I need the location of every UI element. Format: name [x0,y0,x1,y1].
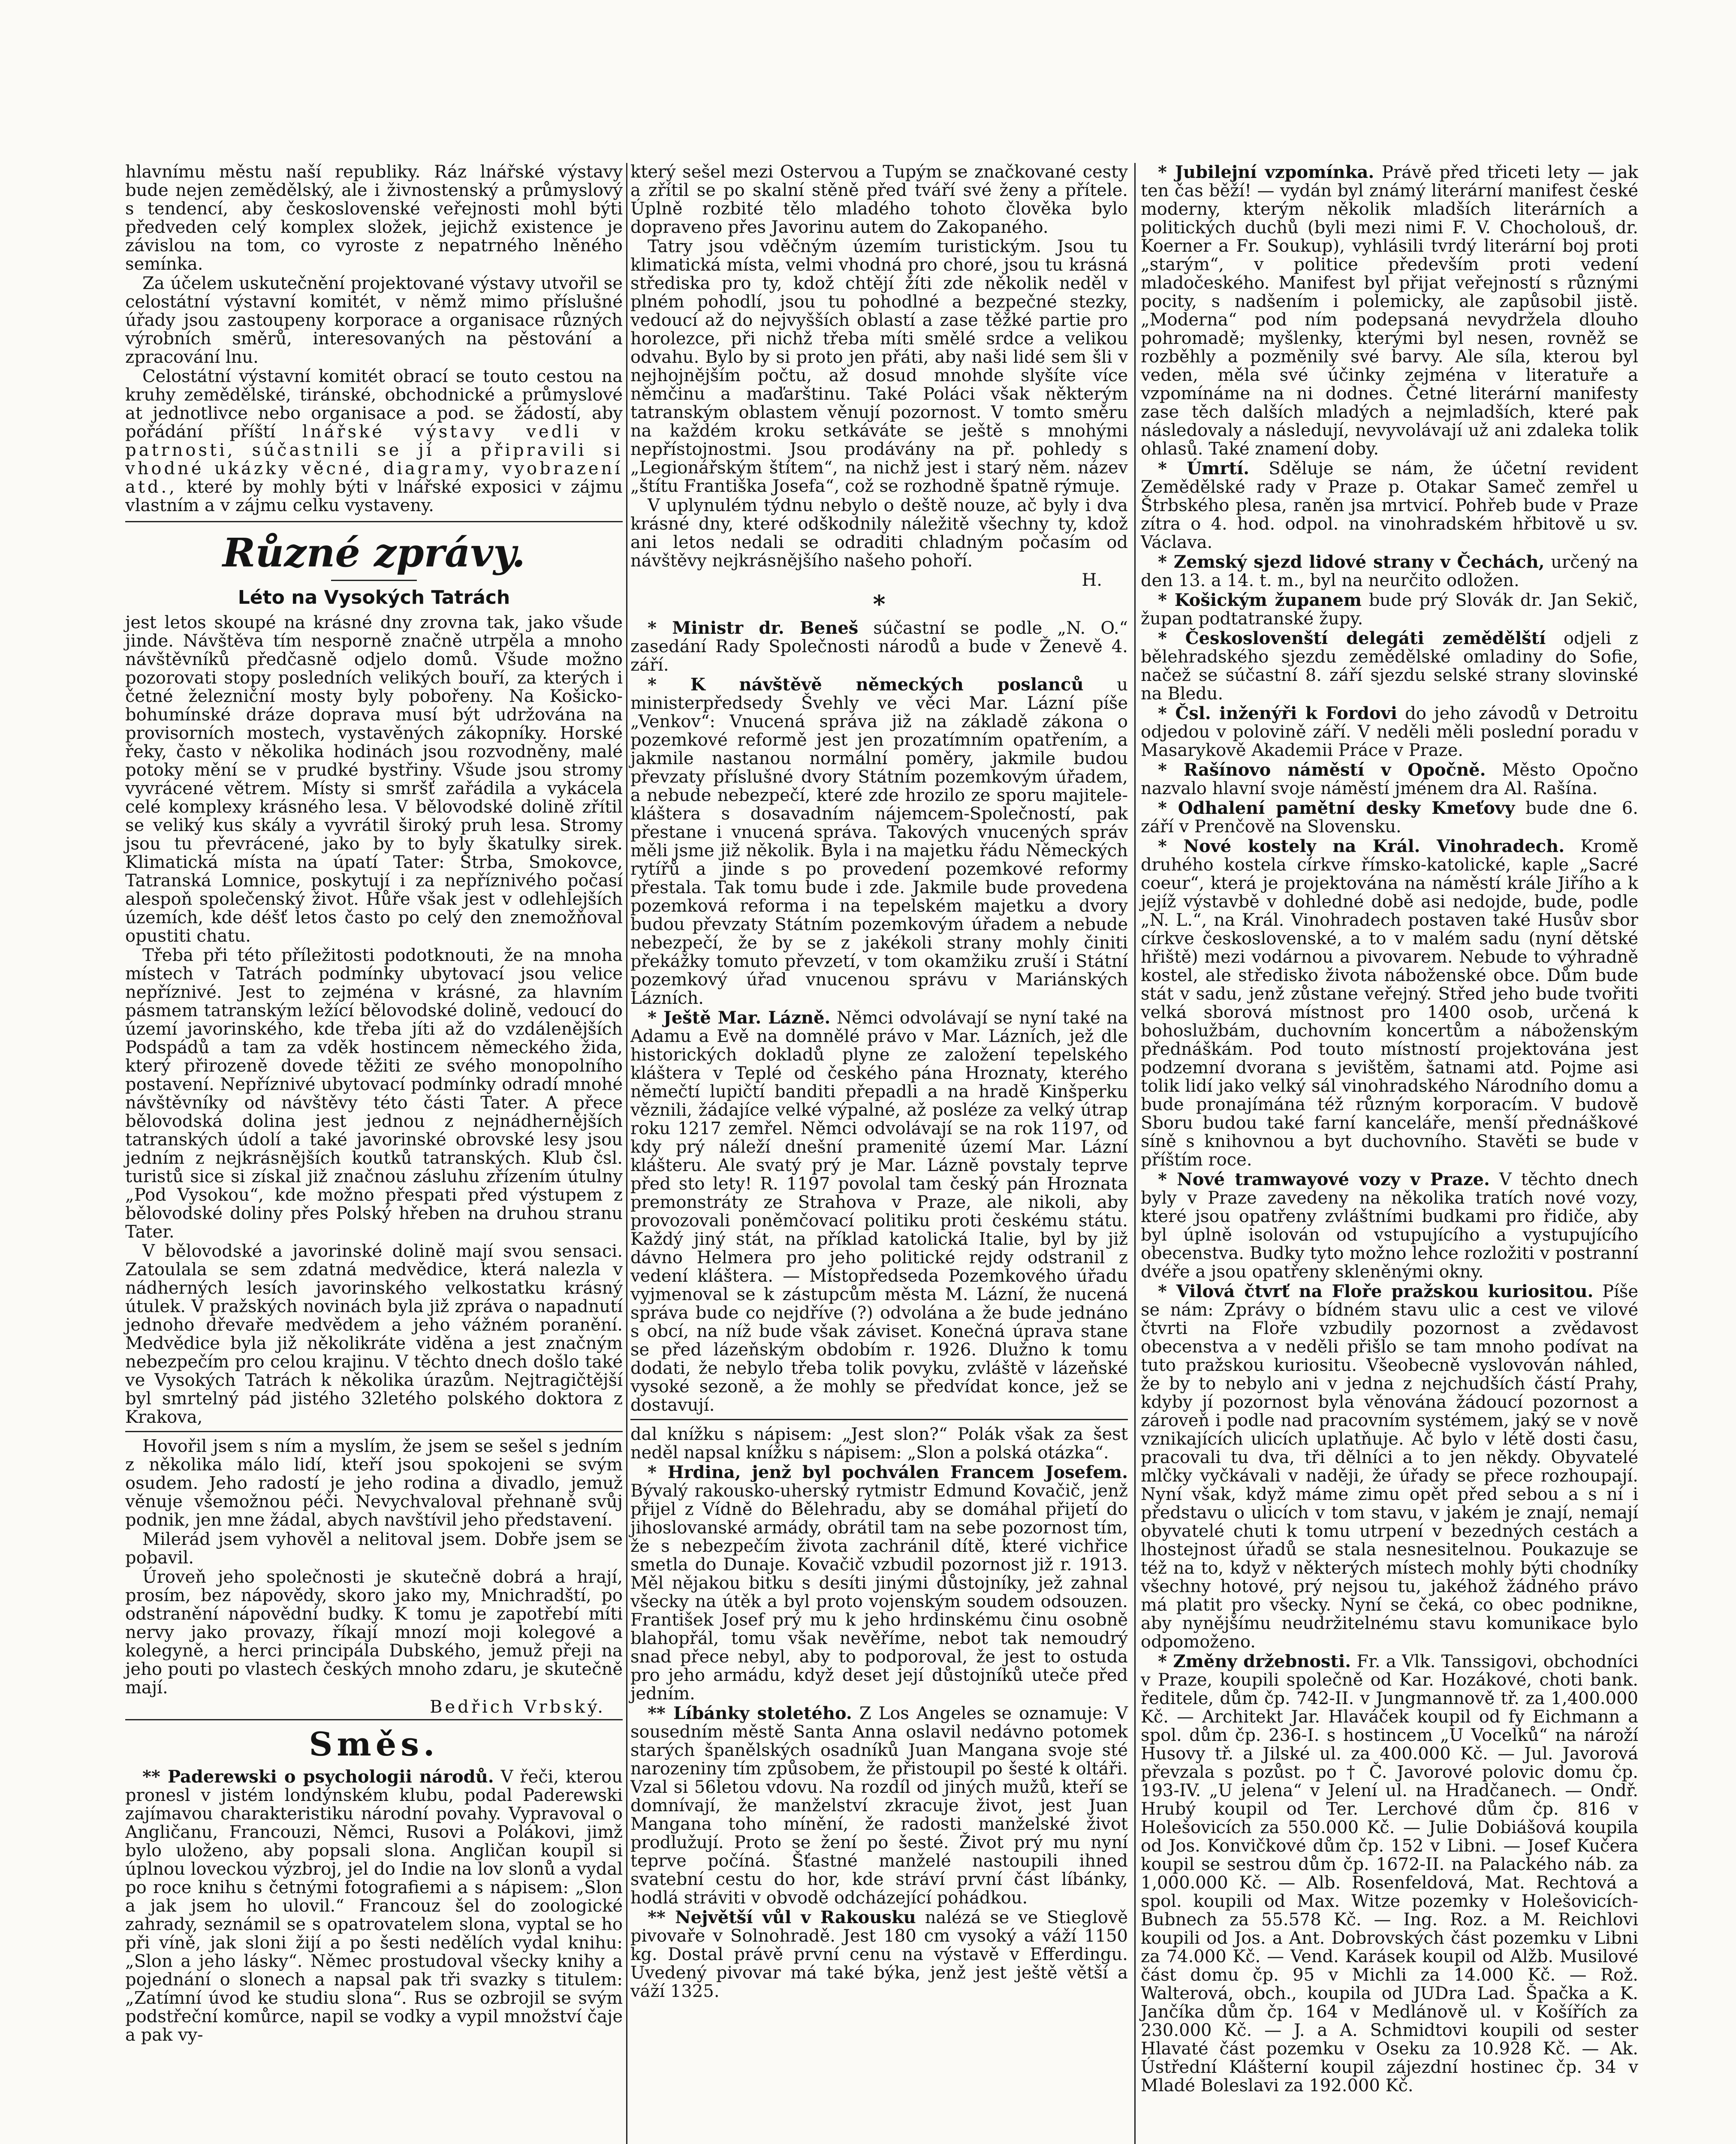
article-text: V bělovodské a javorinské dolině mají svou sensaci. Zatoulala se sem zdatná medvědice, která nalezla v nádherných lesích javorinského velkostatku krásný útulek. V pražských novinách byla již zpráva o napadnutí jednoho dřevaře medvědem a jeho vážném poranění. Medvědice byla již několikráte viděna a jest značným nebezpečím pro celou krajinu. V těchto dnech došlo také ve Vysokých Tatrách k několika úrazům. Nejtragičtější byl smrtelný pád jistého 32letého polského doktora z Krakova, [125,1241,623,1427]
article-text: Tatry jsou vděčným územím turistickým. Jsou tu klimatická místa, velmi vhodná pro choré, jsou tu krásná střediska pro ty, kdož chtějí žíti zde několik neděl v plném pohodlí, jsou tu pohodlné a bezpečné stezky, vedoucí až do nejvyšších oblastí a zase těžké partie pro horolezce, při nichž třeba míti smělé srdce a velikou odvahu. Bylo by si proto jen přáti, aby naši lidé sem šli v nejhojnějším počtu, až dosud mnohde slyšíte více němčinu a maďarštinu. Také Poláci však některým tatranským oblastem věnují pozornost. V tomto směru na každém kroku setkáváte se ještě s mnohými nepřístojnostmi. Jsou prodávány na př. pohledy s „Legionářským štítem“, na nichž jest i starý něm. název „štítu Františka Josefa“, což se rozhodně špatně rýmuje. [630,237,1128,496]
news-item [630,1908,1128,2001]
news-item-text: nalézá se ve Stieglově pivovaře v Solnohradě. Jest 180 cm vysoký a váží 1150 kg. Dostal právě první cenu na výstavě v Efferdingu. Uvedený pivovar má také býka, jenž jest ještě větší a váží 1325. [630,1908,1128,2001]
news-item-lead: * Jubilejní vzpomínka. [1158,162,1374,182]
news-item-text: súčastní se podle „N. O.“ zasedání Rady Společnosti národů a bude v Ženevě 4. září. [630,618,1128,675]
article-text: Třeba při této příležitosti podotknouti, že na mnoha místech v Tatrách podmínky ubytovací jsou velice nepříznivé. Jest to zejména v krásné, za hlavním pásmem tatranským ležící bělovodské dolině, vedoucí do území javorinského, kde třeba jíti až do vzdálenějších Podspádů a tam za vděk hostincem německého žida, který přirozeně dovede těžiti ze svého monopolního postavení. Nepříznivé ubytovací podmínky odradí mnohé návštěvníky od návštěvy této části Tater. A přece bělovodská dolina jest jednou z nejnádhernějších tatranských údolí a také javorinské obrovské lesy jsou jedním z nejkrásnějších koutků tatranských. Klub čsl. turistů sice si získal již značnou zásluhu zřízením útulny „Pod Vysokou“, kde možno přespati před výstupem z bělovodské doliny přes Polský hřeben na druhou stranu Tater. [125,946,623,1242]
article-text: dal knížku s nápisem: „Jest slon?“ Polák však za šest neděl napsal knížku s nápisem: „Slon a polská otázka“. [630,1424,1128,1463]
news-item [630,619,1128,675]
section-divider [125,1719,623,1720]
article-text: Úroveň jeho společnosti je skutečně dobrá a hrají, prosím, bez nápovědy, skoro jako my, Mnichradští, po odstranění nápovědní budky. K tomu je zapotřebí míti nervy jako provazy, říkají mnozí moji kolegové a kolegyně, a herci principála Dubského, jemuž přeji na jeho pouti po vlastech českých mnoho zdaru, je skutečně mají. [125,1567,623,1698]
news-item-text: V řeči, kterou pronesl v jistém londýnském klubu, podal Paderewski zajímavou charakteristiku národní povahy. Vypravoval o Angličanu, Francouzi, Němci, Rusovi a Polákovi, jimž bylo uloženo, aby popsali slona. Angličan koupil si úplnou loveckou výzbroj, jel do Indie na lov slonů a vydal po roce knihu s četnými fotografiemi a s nápisem: „Slon a jak jsem ho ulovil.“ Francouz šel do zoologické zahrady, seznámil se s opatrovatelem slona, vyptal se ho při víně, jak sloni žijí a po šesti nedělích vydal knihu: „Slon a jeho lásky“. Němec prostudoval všecky knihy a pojednání o slonech a napsal pak tři svazky s titulem: „Zatímní úvod ke studiu slona“. Rus se ozbrojil se svým podstřeční komůrce, napil se vodky a vypil množství čaje a pak vy- [125,1767,623,2045]
section-title: Různé zprávy. [222,530,526,576]
article-text: Hovořil jsem s ním a myslím, že jsem se sešel s jedním z několika málo lidí, kteří jsou spokojeni se svým osudem. Jeho radostí je jeho rodina a divadlo, jemuž věnuje všemožnou péči. Nevychvaloval přehnaně svůj podnik, jen mne žádal, abych navštívil jeho představení. [125,1436,623,1530]
news-item-lead: * Hrdina, jenž byl pochválen Francem Josefem. [648,1462,1128,1482]
news-item-lead: * Košickým županem [1158,590,1362,610]
news-item [125,1768,623,2045]
news-item-lead: * Zemský sjezd lidové strany v Čechách, [1158,552,1545,572]
article-text: který sešel mezi Ostervou a Tupým se značkované cesty a zřítil se po skalní stěně před tváří své ženy a přítele. Úplně rozbité tělo mladého tohoto člověka bylo dopraveno přes Javorinu autem do Zakopaného. [630,162,1128,237]
news-item-text: určený na den 13. a 14. t. m., byl na neurčito odložen. [1141,552,1639,590]
article-headline: Léto na Vysokých Tatrách [238,587,510,608]
section-divider [125,1431,623,1432]
news-item-text: do jeho závodů v Detroitu odjedou v polovině září. V neděli měli poslední poradu v Masarykově Akademii Práce v Praze. [1141,704,1638,760]
news-item-text: bude prý Slovák dr. Jan Sekič, župan podtatranské župy. [1141,590,1638,629]
column-2 [630,163,1128,2002]
news-item [1141,163,1638,458]
news-item-text: Sděluje se nám, že účetní revident Zemědělské rady v Praze p. Otakar Sameč zemřel u Štrbského plesa, raněn jsa mrtvicí. Pohřeb bude v Praze zítra o 4. hod. odpol. na vinohradském hřbitově u sv. Václava. [1141,459,1638,552]
article-text: hlavnímu městu naší republiky. Ráz lnářské výstavy bude nejen zemědělský, ale i živnostenský a průmyslový s tendencí, aby československé veřejnosti mohl býti předveden celý komplex složek, jejichž existence je závislou na tom, co vyroste z nepatrného lněného semínka. [125,162,623,274]
news-item [1141,553,1638,590]
article-text: které by mohly býti v lnářské exposici v zájmu vlastním a v zájmu celku vystaveny. [125,477,623,515]
news-item-lead: * Českoslovenští delegáti zemědělští [1158,628,1546,648]
section-title: Směs. [309,1725,439,1763]
news-item [630,1009,1128,1415]
news-item [1141,704,1638,760]
news-item [1141,1652,1638,2095]
news-item-text: Kromě druhého kostela církve římsko-katolické, kaple „Sacré coeur“, která je projektována na náměstí krále Jiřího a k jejíž výstavbě v dohledné době asi nedojde, bude, podle „N. L.“, na Král. Vinohradech postaven také Husův sbor církve československé, a to v malém sadu (nyní dětské hřiště) mezi vodárnou a pivovarem. Nebude to výhradně kostel, ale středisko života náboženské obce. Dům bude stát v sadu, jenž zůstane veřejný. Střed jeho bude tvořiti velká sborová místnost pro 1400 osob, určená k bohoslužbám, duchovním koncertům a náboženským přednáškám. Pod touto místností projektována jest podzemní dvorana s jevištěm, šatnami atd. Pojme asi tolik lidí jako velký sál vinohradského Národního domu a bude pronajímána též různým korporacím. V budově Sboru budou také farní kanceláře, menší přednáškové síně s knihovnou a byt duchovního. Stavěti se bude v příštím roce. [1141,837,1638,1170]
news-item-lead: * Vilová čtvrť na Floře pražskou kuriositou. [1158,1281,1594,1301]
news-item [630,1704,1128,1907]
news-item-text: Fr. a Vlk. Tanssigovi, obchodníci v Praze, koupili společně od Kar. Hozákové, choti bank. ředitele, dům čp. 742-II. v Jungmannově tř. za 1,400.000 Kč. — Architekt Jar. Hlaváček koupil od fy Eichmann a spol. dům čp. 236-I. s hostincem „U Vocelků“ na nároží Husovy tř. a Jilské ul. za 400.000 Kč. — Jul. Javorová převzala s pozůst. po † Č. Javorové polovic domu čp. 193-IV. „U jelena“ v Jelení ul. na Hradčanech. — Ondř. Hrubý koupil od Ter. Lerchové dům čp. 816 v Holešovicích za 550.000 Kč. — Julie Dobiášová koupila od Jos. Konvičkové dům čp. 152 v Libni. — Josef Kučera koupil se sestrou dům čp. 1672-II. na Palackého náb. za 1,000.000 Kč. — Alb. Rosenfeldová, Mat. Rechtová a spol. koupili od Max. Witze pozemky v Holešovicích-Bubnech za 55.578 Kč. — Ing. Roz. a M. Reichlovi koupili od Jos. a Ant. Dobrovských část pozemku v Libni za 74.000 Kč. — Vend. Karásek koupil od Alžb. Musilové část domu čp. 95 v Michli za 14.000 Kč. — Rož. Walterová, obch., koupila od JUDra Lad. Špačka a K. Jančíka dům čp. 164 v Medlánově ul. v Košířích za 230.000 Kč. — J. a A. Schmidtovi koupili od sester Hlavaté část pozemku v Oseku za 10.928 Kč. — Ak. Ústřední Klášterní koupil zájezdní hostinec čp. 34 v Mladé Boleslavi za 192.000 Kč. [1141,1652,1638,2096]
news-item [630,675,1128,1008]
news-item-lead: * Čsl. inženýři k Fordovi [1158,703,1397,723]
news-item-text: Bývalý rakousko-uherský rytmistr Edmund Kovačič, jenž přijel z Vídně do Bělehradu, aby se domáhal přijetí do jihoslovanské armády, obrátil tam na sebe pozornost tím, že s nebezpečím života zachránil dítě, které vichřice smetla do Dunaje. Kovačič vzbudil pozornost již r. 1913. Měl nějakou bitku s desíti jinými důstojníky, jež zahnal všecky na útěk a byl proto vojenským soudem odsouzen. František Josef prý mu k jeho hrdinskému činu osobně blahopřál, tomu však nevěříme, nebot tak nemoudrý snad přece nebyl, aby to podporoval, že jest to ostuda pro jeho armádu, když deset její důstojníků uteče před jedním. [630,1481,1128,1704]
news-item-lead: * Nové kostely na Král. Vinohradech. [1158,836,1565,856]
news-item-lead: * Změny držebnosti. [1158,1651,1351,1671]
news-item-lead: * Ministr dr. Beneš [648,618,859,638]
news-item [1141,459,1638,552]
news-item-text: bude dne 6. září v Prenčově na Slovensku. [1141,798,1639,837]
spaced-text: lnářské výstavy vedli v patrnosti, súčastnili se jí a připravili si vhodné ukázky věcné, diagramy, vyobrazení atd., [125,422,623,497]
article-text [125,367,623,515]
news-item [1141,629,1638,703]
column-rule-2 [1134,163,1136,2144]
author-initial: H. [1082,570,1102,590]
news-item [1141,761,1638,798]
news-item-text: Město Opočno nazvalo hlavní svoje náměstí jménem dra Al. Rašína. [1141,760,1638,798]
news-item [1141,591,1638,628]
article-text: jest letos skoupé na krásné dny zrovna tak, jako všude jinde. Návštěva tím nesporně značně utrpěla a mnoho návštěvníků předčasně odjelo domů. Všude možno pozorovati stopy posledních velikých bouří, za kterých i četné železniční mosty byly pobořeny. Na Košicko-bohumínské dráze doprava musí být udržována na provisorních mostech, vystavěných zákopníky. Horské řeky, často v několika hodinách jsou rozvodněny, malé potoky mění se v prudké bystřiny. Všude jsou stromy vyvrácené větrem. Místy si smršť zařádila a vykácela celé komplexy krásného lesa. V bělovodské dolině zřítil se veliký kus skály a vyvrátil široký pruh lesa. Stromy jsou tu převrácené, jako by to byly škatulky sirek. Klimatická místa na úpatí Tater: Štrba, Smokovce, Tatranská Lomnice, poskytují i za nepříznivého počasí alespoň společenský život. Hůře však jest v odlehlejších územích, kde déšť letos často po celý den znemožňoval opustiti chatu. [125,613,623,946]
article-text: V uplynulém týdnu nebylo o deště nouze, ač byly i dva krásné dny, které odškodnily náležitě všechny ty, kdož ani letos nedali se odraditi chladným počasím od návštěvy nejkrásnějšího našeho pohoří. [630,496,1128,571]
news-item-lead: ** Paderewski o psychologii národů. [142,1767,494,1787]
news-item-lead: ** Největší vůl v Rakousku [648,1907,916,1927]
news-item-text: u ministerpředsedy Švehly ve věci Mar. Lázní píše „Venkov“: Vnucená správa již na základě zákona o pozemkové reformě jest jen prozatímním opatřením, a jakmile nastanou normální poměry, jakmile budou převzaty příslušné dvory Státním pozemkovým úřadem, a nebude nebezpečí, které zde hrozilo ze sporu majitele-kláštera s dosavadním nájemcem-Společností, pak přestane i vnucená správa. Takových vnucených správ měli jsme již několik. Byla i na majetku řádu Německých rytířů a jinde s po provedení pozemkové reformy přestala. Tak tomu bude i zde. Jakmile bude provedena pozemková reforma i na tepelském majetku a dvory budou převzaty Státním pozemkovým úřadem a nebude nebezpečí, že by se z jakékoli strany mohly činiti překážky tomuto převzetí, v tom okamžiku zruší i Státní pozemkový úřad vnucenou správu v Mariánských Lázních. [630,675,1128,1008]
news-item-lead: ** Líbánky stoletého. [648,1703,852,1723]
news-item-lead: * Nové tramwayové vozy v Praze. [1158,1169,1490,1189]
news-item-lead: * Ještě Mar. Lázně. [648,1008,831,1028]
article-text: Za účelem uskutečnění projektované výstavy utvořil se celostátní výstavní komitét, v němž mimo příslušné úřady jsou zastoupeny korporace a organisace různých výrobních směrů, interesovaných na pěstování a zpracování lnu. [125,274,623,367]
news-item-text: Píše se nám: Zprávy o bídném stavu ulic a cest ve vilové čtvrti na Floře vzbudily pozornost a zvědavost obecenstva a v neděli přišlo se tam mnoho podívat na tuto pražskou kuriositu. Všeobecně vyslovován náhled, že by to nebylo ani v jedna z nejchudších částí Prahy, kdyby jí pozornost byla věnována žádoucí pozornost a zároveň i podle nad pracovním systémem, jaký se v nově vznikajících ulicích uplatňuje. Ač bylo v létě dosti času, pracovali tu dva, tři dělníci a to jen někdy. Obyvatelé mlčky vyčkávali v naději, že úřady se přece rozhoupají. Nyní však, když máme zimu opět před sebou a s ní i představu o ulicích v tom stavu, v jakém je znají, nemají obyvatelé chuti k tomu utrpení v bezedných cestách a lhostejnost úřadů se stala nesnesitelnou. Poukazuje se též na to, když v některých místech mohly býti chodníky všechny hotové, prý nejsou tu, jakéhož žádného právo má platit pro všecky. Nyní se čeká, co obec podnikne, aby nynějšímu neudržitelnému stavu komunikace bylo odpomoženo. [1141,1282,1638,1652]
news-item [1141,837,1638,1169]
news-item [1141,799,1638,836]
column-1 [125,163,623,2045]
news-item-text: V těchto dnech byly v Praze zavedeny na několika tratích nové vozy, které jsou opatřeny zvláštními budkami pro řidiče, aby byl úplně isolován od vstupujícího a vystupujícího obecenstva. Budky tyto možno lehce rozložiti v postranní dvéře a jsou opatřeny skleněnými okny. [1141,1170,1638,1282]
column-3 [1141,163,1638,2096]
title-underline [331,580,417,581]
news-item-text: odjeli z bělehradského sjezdu zemědělské omladiny do Sofie, načež se súčastní 8. září sjezdu selské strany slovinské na Bledu. [1141,629,1638,704]
news-item-text: Z Los Angeles se oznamuje: V sousedním městě Santa Anna oslavil nedávno potomek starých španělských osadníků Juan Mangana svoje sté narozeniny tím způsobem, že přistoupil po šesté k oltáři. Vzal si 56letou vdovu. Na rozdíl od jiných mužů, kteří se domnívají, že manželství zkracuje život, jest Juan Mangana toho mínění, že radosti manželské život prodlužují. Proto se žení po šesté. Život prý mu nyní teprve počíná. Šťastné manželé nastoupili ihned svatební cestu do hor, kde stráví první část líbánky, hodlá stráviti v obvodě odcházející pohádkou. [630,1704,1128,1908]
news-item [630,1463,1128,1703]
section-divider [630,1419,1128,1420]
news-item-lead: * K návštěvě německých poslanců [648,675,1084,695]
column-rule-1 [626,163,627,2144]
article-text: Celostátní výstavní komitét obrací se touto cestou na kruhy zemědělské, tiránské, obchodnické a průmyslové at jednotlivce nebo organisace a pod. se žádostí, aby pořádání příští [125,367,623,442]
article-text: Milerád jsem vyhověl a nelitoval jsem. Dobře jsem se pobavil. [125,1530,623,1568]
news-item [1141,1282,1638,1651]
news-item [1141,1170,1638,1281]
news-item-lead: * Odhalení pamětní desky Kmeťovy [1158,798,1515,818]
news-item-text: Němci odvolávají se nyní také na Adamu a Evě na domnělé právo v Mar. Lázních, jež dle historických dokladů plyne ze založení tepelského kláštera v Teplé od českého pána Hroznaty, kterého němečtí lupičtí banditi přepadli a na hradě Kinšperku věznili, žádajíce velké výpalné, až posléze za velký útrap roku 1217 zemřel. Němci odvolávají se na rok 1197, od kdy prý náleží dnešní pramenité území Mar. Lázní klášteru. Ale svatý prý je Mar. Lázně povstaly teprve před sto lety! R. 1197 povolal tam český pán Hroznata premonstráty ze Strahova v Praze, ale nikoli, aby provozovali poněmčovací politiku proti českému státu. Každý jiný stát, na příklad katolická Italie, byl by již dávno Helmera pro jeho politické rejdy odstranil z vedení kláštera. — Místopředseda Pozemkového úřadu vyjmenoval se k zástupcům města M. Lázní, že nucená správa bude co nejdříve (?) odvolána a že bude jednáno s obcí, na níž bude však záviset. Konečná úprava stane se před lázeňským obdobím r. 1926. Dlužno k tomu dodati, že nebylo třeba tolik povyku, zvláště v lázeňské vysoké sezoně, a že mohly se předvídat konce, jež se dostavují. [630,1008,1128,1415]
section-divider [125,521,623,522]
separator-star: * [873,590,886,618]
signature: Bedřich Vrbský. [430,1697,606,1717]
news-item-lead: * Rašínovo náměstí v Opočně. [1158,760,1486,780]
news-item-text: Právě před třiceti lety — jak ten čas běží! — vydán byl známý literární manifest české moderny, kterým několik mladších literárních a politických duchů (byli mezi nimi F. V. Chocholouš, dr. Koerner a Fr. Soukup), vyhlásili tvrdý literární boj proti „starým“, v politice především proti vedení mladočeského. Manifest byl přijat veřejností s různými pocity, s nadšením i polemicky, ale zapůsobil jistě. „Moderna“ pod ním podepsaná nevydržela dlouho pohromadě; myšlenky, kterými byl nesen, rovněž se rozběhly a pozměnily své barvy. Ale síla, kterou byl veden, měla své účinky zejména v literatuře a vzpomínáme na ni dodnes. Četné literární manifesty zase těch dalších mladých a nejmladších, které pak následovaly a následují, nevyvolávají už ani zdaleka tolik ohlasů. Také znamení doby. [1141,163,1638,459]
news-item-lead: * Úmrtí. [1158,458,1250,479]
